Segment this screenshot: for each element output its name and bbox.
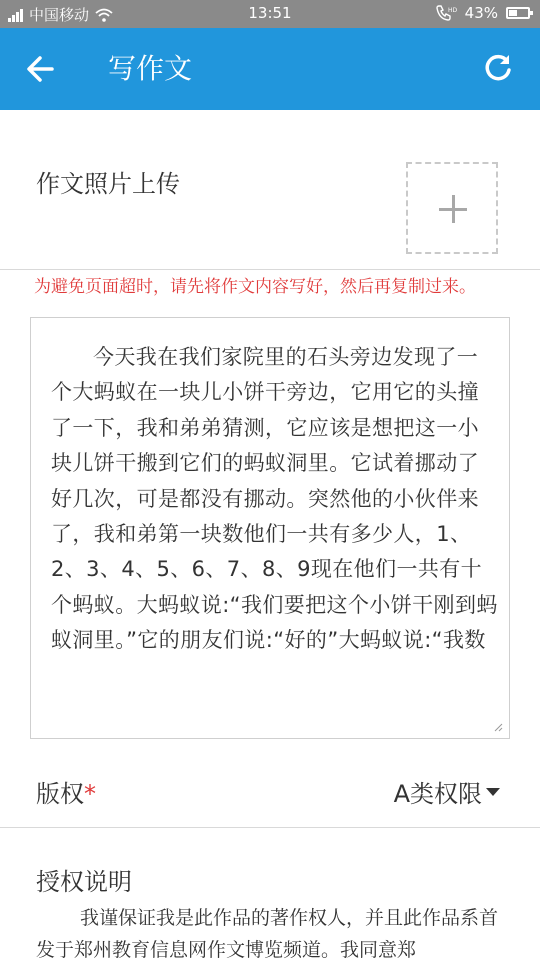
- copyright-label-text: 版权: [36, 780, 84, 808]
- status-right: [435, 4, 530, 22]
- required-mark: *: [84, 780, 96, 808]
- copyright-select[interactable]: A类权限: [393, 780, 482, 808]
- battery-icon: [506, 7, 530, 19]
- essay-text[interactable]: 今天我在我们家院里的石头旁边发现了一个大蚂蚁在一块儿小饼干旁边，它用它的头撞了一下，我和弟弟猜测，它应该是想把这一小块儿饼干搬到它们的蚂蚁洞里。它试着挪动了好几次，可是都没有挪动。突然他的小伙伴来了，我和弟第一块数他们一共有多少人，1、2、3、4、5、6、7、8、9现在他们一共有十个蚂蚁。大蚂蚁说:“我们要把这个小饼干刚到蚂蚁洞里。”它的朋友们说:“好的”大蚂蚁说:“我数: [51, 345, 498, 653]
- refresh-button[interactable]: [478, 48, 518, 88]
- essay-textarea[interactable]: [30, 317, 510, 739]
- photo-upload-label: 作文照片上传: [36, 170, 180, 198]
- app-bar: [0, 28, 540, 110]
- back-button[interactable]: [18, 48, 64, 90]
- status-time: 13:51: [248, 4, 292, 22]
- hd-label: HD: [447, 7, 457, 14]
- hd-call-icon: [435, 5, 457, 21]
- copyright-label: [36, 774, 96, 809]
- photo-upload-button[interactable]: [406, 162, 498, 254]
- photo-upload-row: [0, 110, 540, 270]
- page-title: 写作文: [108, 52, 193, 85]
- carrier-name: 中国移动: [29, 6, 90, 24]
- battery-percent: 43%: [464, 4, 498, 22]
- caret-down-icon[interactable]: [486, 788, 500, 796]
- timeout-warning: 为避免页面超时，请先将作文内容写好，然后再复制过来。: [34, 277, 476, 297]
- authorization-title: 授权说明: [36, 868, 132, 896]
- battery-fill: [509, 10, 517, 16]
- resize-handle-icon[interactable]: [493, 722, 503, 732]
- divider: [0, 827, 540, 828]
- divider: [0, 269, 540, 270]
- arrow-left-icon[interactable]: [18, 48, 64, 90]
- status-bar: [0, 0, 540, 28]
- authorization-text: 我谨保证我是此作品的著作权人，并且此作品系首发于郑州教育信息网作文博览频道。我同意郑: [36, 907, 499, 961]
- refresh-icon[interactable]: [478, 48, 518, 88]
- copyright-row: [0, 760, 540, 828]
